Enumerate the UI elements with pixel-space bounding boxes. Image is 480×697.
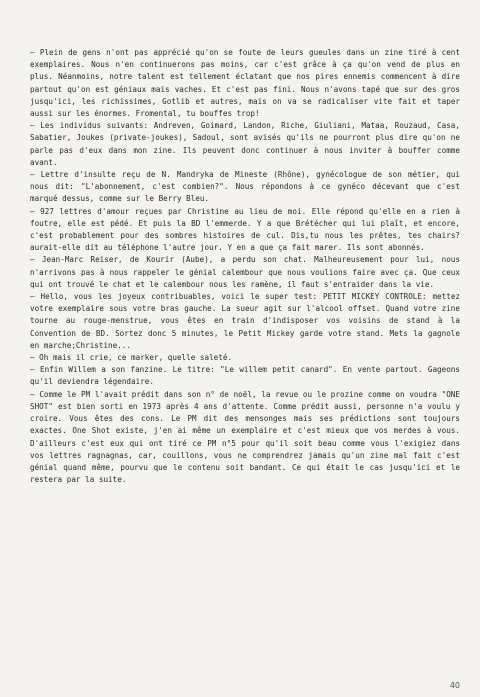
paragraph-1: – Plein de gens n'ont pas apprécié qu'on se foute de leurs gueules dans un zine tiré à cent exemplaires. Nous n'en continuerons pas moins, car c'est grâce à ça qu'on vend de plus en plus. Néanmoins, notre talent est tellement éclatant que nos pires ennemis commencent à dire partout qu'on est géniaux mais vaches. Et c'est pas fini. Nous n'avons tapé que sur des gros jusqu'ici, les richissimes, Gotlib et autres, mais on va se radicaliser vite fait et taper aussi sur les énormes. Fromental, tu bouffes trop! [30,48,460,119]
paragraph-6: – Hello, vous les joyeux contribuables, voici le super test: PETIT MICKEY CONTROLE: mettez votre exemplaire sous votre bras gauche. La sueur agit sur l'alcool offset. Quand votre zine tourne au rouge-menstrue, vous êtes en train d'indisposer vos voisins de stand à la Convention de BD. Sortez donc 5 minutes, le Petit Mickey garde votre stand. Mets la gagnole en marche;Christine... [30,292,460,350]
page-body-text [30,47,460,486]
paragraph-4: – 927 lettres d'amour reçues par Christine au lieu de moi. Elle répond qu'elle en a rien à foutre, elle est pédé. Et puis la BD l'emmerde. Y a que Brétécher qui lui plaît, et encore, c'est probablement pour des sombres histoires de cul. Dis,tu nous les prêtes, tes chairs? aurait-elle dit au téléphone l'autre jour. Y en a que ça fait marer. Ils sont abonnés. [30,206,460,253]
paragraph-9: – Comme le PM l'avait prédit dans son n° de noël, la revue ou le prozine comme on voudra "ONE SHOT" est bien sorti en 1973 après 4 ans d'attente. Comme prédit aussi, personne n'a voulu y croire. Vous êtes des cons. Le PM dit des mensonges mais ses prédictions sont toujours exactes. One Shot existe, j'en ai même un exemplaire et c'est mieux que vos merdes à vous. D'ailleurs c'est eux qui ont tiré ce PM n°5 pour qu'il soit beau comme vous l'exigiez dans vos lettres ragnagnas, car, couillons, vous ne comprendrez jamais qu'un zine mal fait c'est génial quand même, pourvu que le contenu soit bandant. Ce qui était le cas jusqu'ici et le restera par la suite. [30,389,460,485]
paragraph-2: – Les individus suivants: Andreven, Goimard, Landon, Riche, Giuliani, Mataa, Rouzaud, Casa, Sabatier, Joukes (private-joukes), Sadoul, sont avisés qu'ils ne pourront plus dire qu'on ne parle pas d'eux dans mon zine. Ils peuvent donc continuer à nous inviter à bouffer comme avant. [30,121,460,167]
paragraph-5: – Jean-Marc Reiser, de Kourir (Aube), a perdu son chat. Malheureusement pour lui, nous n'arrivons pas à nous rappeler le génial calembour que nous voulions faire avec ça. Que ceux qui ont trouvé le chat et le calembour nous les ramène, il faut s'entraider dans la vie. [30,255,460,289]
paragraph-3: – Lettre d'insulte reçu de N. Mandryka de Mineste (Rhône), gynécologue de son métier, qui nous dit: "L'abonnement, c'est combien?". Nous répondons à ce gynéco décevant que c'est marqué dessus, comme sur le Berry Bleu. [30,170,460,204]
paragraph-8: – Enfin Willem a son fanzine. Le titre: "Le willem petit canard". En vente partout. Gageons qu'il deviendra légendaire. [30,365,460,387]
paragraph-7: – Oh mais il crie, ce marker, quelle saleté. [30,353,233,363]
page-number: 40 [449,681,460,690]
